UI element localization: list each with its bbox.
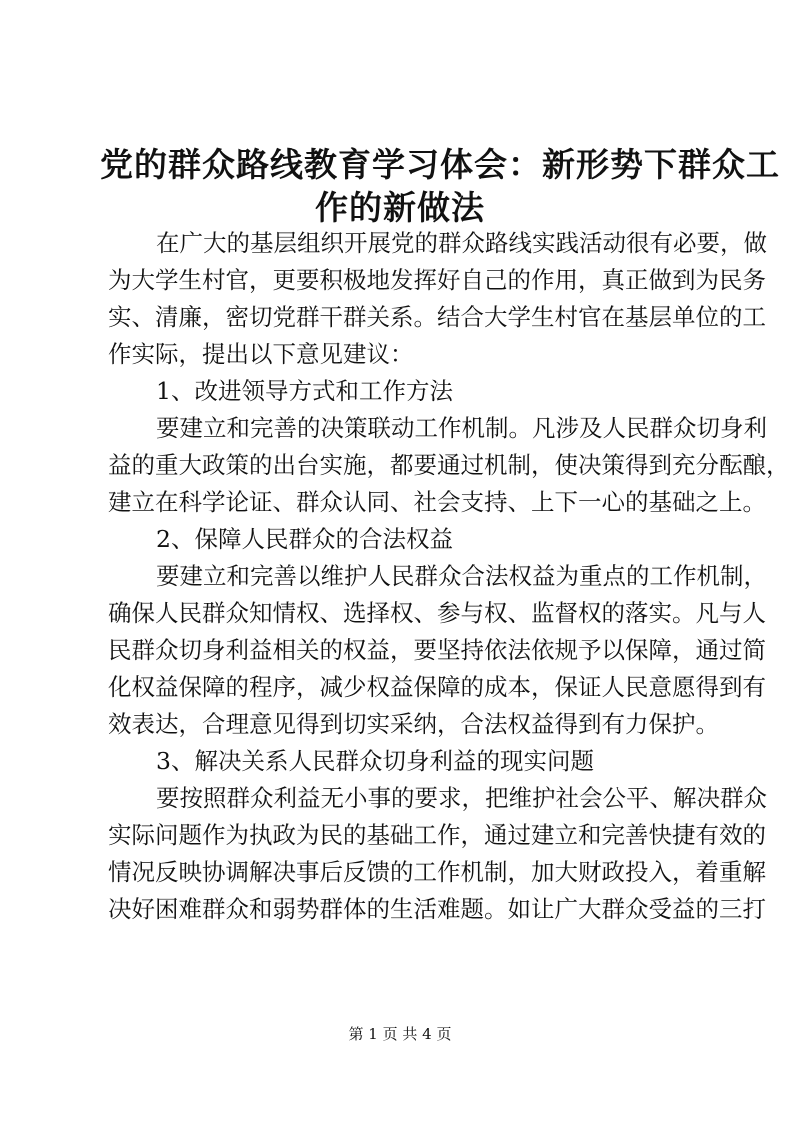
section-2-paragraph-line: 化权益保障的程序，减少权益保障的成本，保证人民意愿得到有 bbox=[108, 673, 766, 701]
intro-paragraph-line: 作实际，提出以下意见建议： bbox=[108, 340, 414, 368]
section-3-paragraph-line: 决好困难群众和弱势群体的生活难题。如让广大群众受益的三打 bbox=[108, 895, 766, 923]
intro-paragraph-line: 实、清廉，密切党群干群关系。结合大学生村官在基层单位的工 bbox=[108, 303, 766, 331]
section-heading-2: 2、保障人民群众的合法权益 bbox=[156, 525, 453, 553]
section-3-paragraph-line: 要按照群众利益无小事的要求，把维护社会公平、解决群众 bbox=[156, 784, 767, 812]
section-2-paragraph-line: 效表达，合理意见得到切实采纳，合法权益得到有力保护。 bbox=[108, 710, 719, 738]
section-heading-3: 3、解决关系人民群众切身利益的现实问题 bbox=[156, 747, 594, 775]
section-3-paragraph-line: 实际问题作为执政为民的基础工作，通过建立和完善快捷有效的 bbox=[108, 821, 766, 849]
document-title-line-2: 作的新做法 bbox=[315, 188, 485, 227]
section-2-paragraph-line: 民群众切身利益相关的权益，要坚持依法依规予以保障，通过简 bbox=[108, 636, 766, 664]
intro-paragraph-line: 为大学生村官，更要积极地发挥好自己的作用，真正做到为民务 bbox=[108, 266, 766, 294]
section-1-paragraph-line: 建立在科学论证、群众认同、社会支持、上下一心的基础之上。 bbox=[108, 488, 766, 516]
section-3-paragraph-line: 情况反映协调解决事后反馈的工作机制，加大财政投入，着重解 bbox=[108, 858, 766, 886]
intro-paragraph-line: 在广大的基层组织开展党的群众路线实践活动很有必要，做 bbox=[156, 229, 767, 257]
section-2-paragraph-line: 要建立和完善以维护人民群众合法权益为重点的工作机制， bbox=[156, 562, 767, 590]
section-1-paragraph-line: 益的重大政策的出台实施，都要通过机制，使决策得到充分酝酿， bbox=[108, 451, 790, 479]
page-footer: 第 1 页 共 4 页 bbox=[348, 1025, 452, 1043]
section-heading-1: 1、改进领导方式和工作方法 bbox=[156, 377, 453, 405]
section-2-paragraph-line: 确保人民群众知情权、选择权、参与权、监督权的落实。凡与人 bbox=[108, 599, 766, 627]
document-title-line-1: 党的群众路线教育学习体会：新形势下群众工 bbox=[100, 145, 780, 184]
section-1-paragraph-line: 要建立和完善的决策联动工作机制。凡涉及人民群众切身利 bbox=[156, 414, 767, 442]
